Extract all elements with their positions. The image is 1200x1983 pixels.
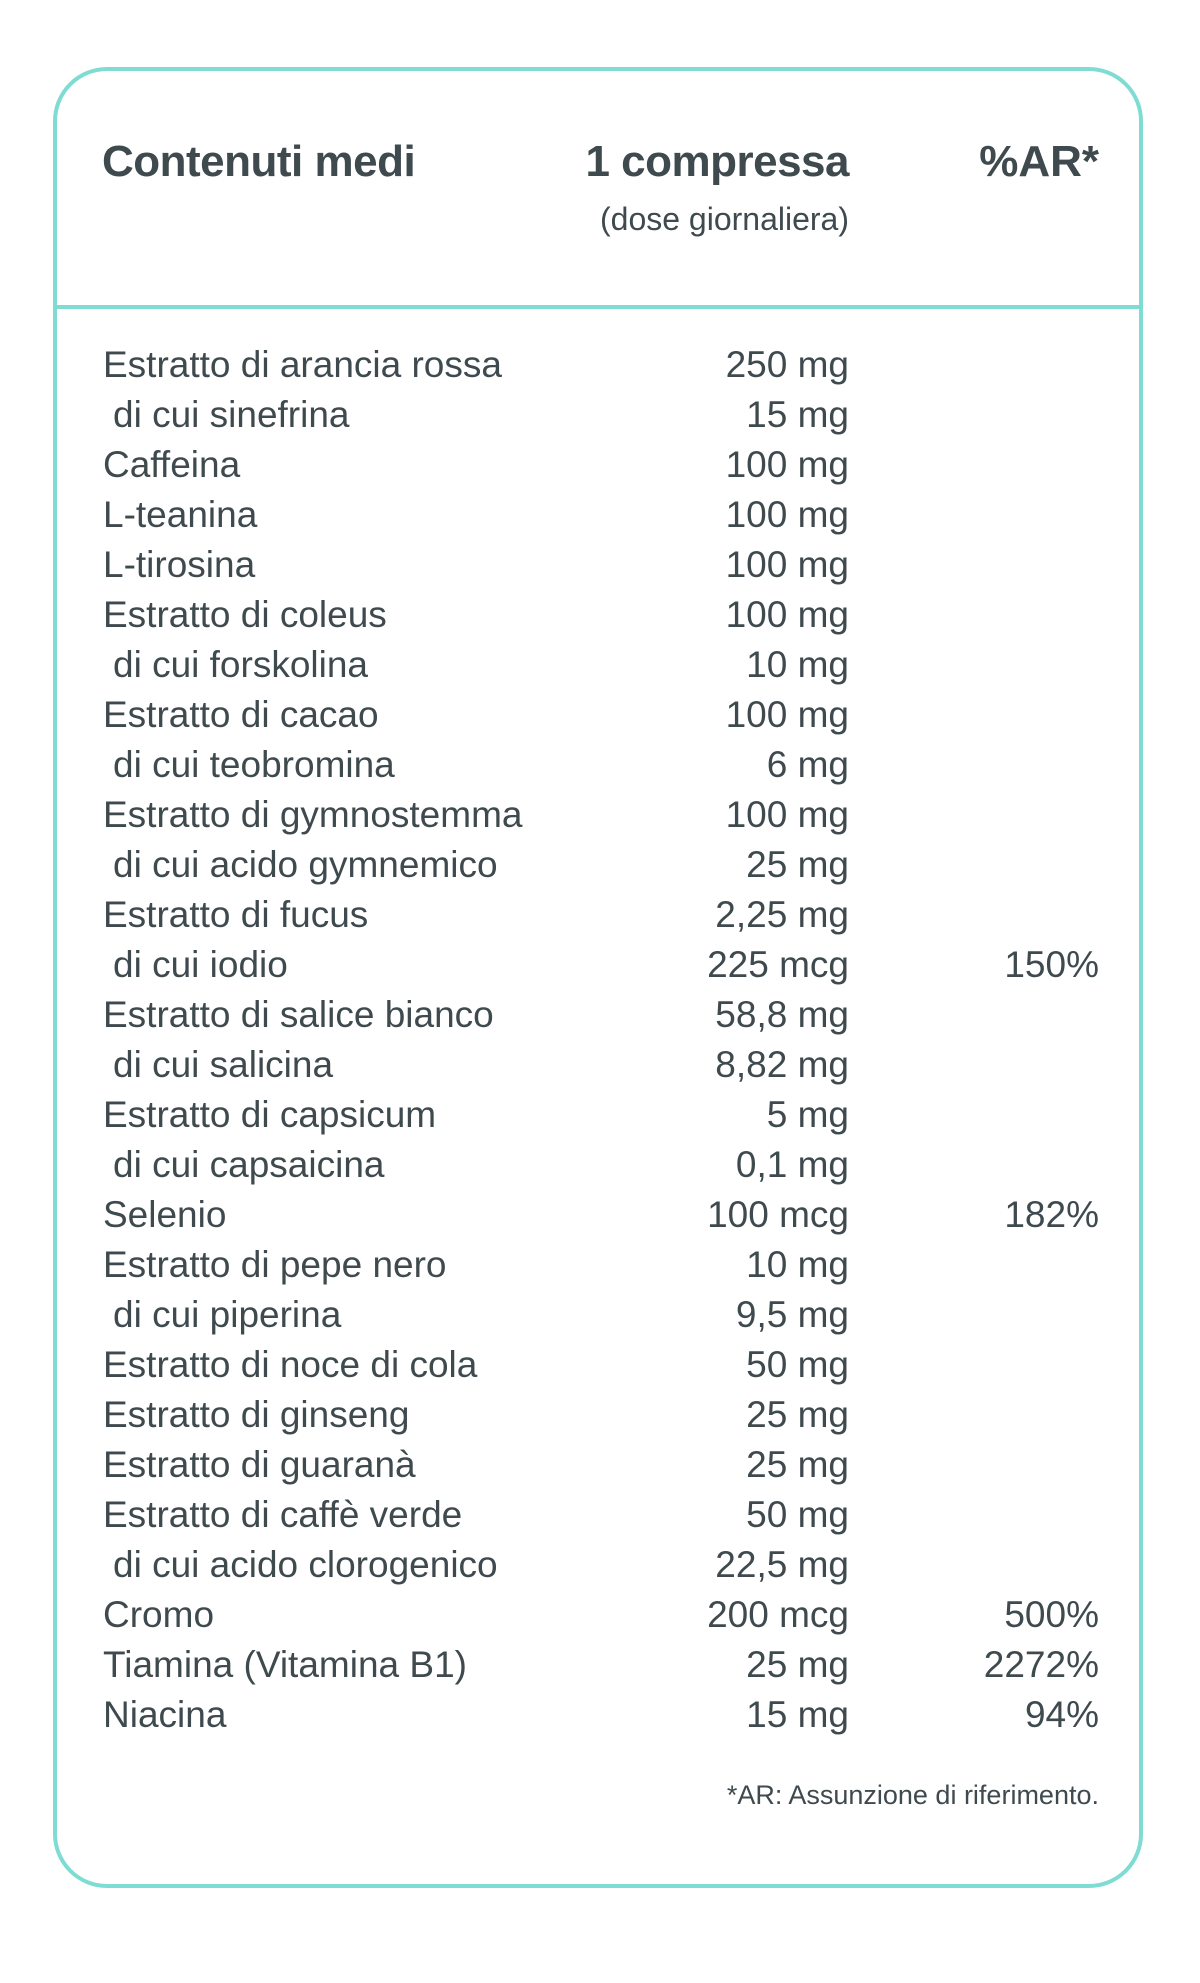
ingredient-dose: 10 mg bbox=[746, 1244, 849, 1285]
table-row bbox=[103, 840, 1099, 890]
ingredient-list bbox=[103, 340, 1099, 1740]
table-row bbox=[103, 1390, 1099, 1440]
ingredient-dose: 100 mg bbox=[725, 694, 849, 735]
table-row bbox=[103, 1540, 1099, 1590]
table-row bbox=[103, 690, 1099, 740]
ingredient-ar: 150% bbox=[1004, 944, 1099, 985]
ingredient-dose: 25 mg bbox=[746, 1394, 849, 1435]
table-row bbox=[103, 390, 1099, 440]
ingredient-ar: 182% bbox=[1004, 1194, 1099, 1235]
ingredient-dose: 225 mcg bbox=[707, 944, 849, 985]
ingredient-name: Estratto di cacao bbox=[103, 694, 379, 735]
table-header bbox=[57, 71, 1139, 309]
table-row bbox=[103, 1490, 1099, 1540]
ingredient-name: Cromo bbox=[103, 1594, 215, 1635]
ingredient-name: di cui iodio bbox=[113, 944, 288, 985]
ingredient-name: di cui acido clorogenico bbox=[113, 1544, 498, 1585]
ingredient-dose: 58,8 mg bbox=[715, 994, 849, 1035]
ingredient-dose: 250 mg bbox=[725, 344, 849, 385]
table-row bbox=[103, 990, 1099, 1040]
header-contents-label: Contenuti medi bbox=[102, 137, 416, 186]
ingredient-name: Estratto di ginseng bbox=[103, 1394, 410, 1435]
ingredient-name: L-tirosina bbox=[103, 544, 256, 585]
ingredient-dose: 25 mg bbox=[746, 1644, 849, 1685]
ingredient-dose: 200 mcg bbox=[707, 1594, 849, 1635]
ingredient-name: Estratto di arancia rossa bbox=[103, 344, 502, 385]
ingredient-dose: 8,82 mg bbox=[715, 1044, 849, 1085]
ingredient-name: Estratto di coleus bbox=[103, 594, 387, 635]
ingredient-dose: 100 mg bbox=[725, 444, 849, 485]
table-row bbox=[103, 1340, 1099, 1390]
nutrition-table-card bbox=[53, 67, 1143, 1888]
ingredient-name: di cui forskolina bbox=[113, 644, 369, 685]
ingredient-name: di cui sinefrina bbox=[113, 394, 350, 435]
ingredient-name: di cui capsaicina bbox=[113, 1144, 385, 1185]
ingredient-dose: 100 mg bbox=[725, 544, 849, 585]
ingredient-name: di cui piperina bbox=[113, 1294, 342, 1335]
header-dose-sublabel: (dose giornaliera) bbox=[599, 201, 849, 237]
ingredient-dose: 22,5 mg bbox=[715, 1544, 849, 1585]
ingredient-dose: 100 mg bbox=[725, 594, 849, 635]
table-row bbox=[103, 1140, 1099, 1190]
ingredient-name: di cui acido gymnemico bbox=[113, 844, 498, 885]
table-row bbox=[103, 590, 1099, 640]
ingredient-name: Estratto di fucus bbox=[103, 894, 369, 935]
ingredient-name: di cui salicina bbox=[113, 1044, 334, 1085]
ingredient-dose: 6 mg bbox=[766, 744, 849, 785]
table-row bbox=[103, 1690, 1099, 1740]
table-row bbox=[103, 490, 1099, 540]
table-row bbox=[103, 640, 1099, 690]
table-row bbox=[103, 1640, 1099, 1690]
ingredient-dose: 15 mg bbox=[746, 394, 849, 435]
ingredient-ar: 500% bbox=[1004, 1594, 1099, 1635]
ingredient-name: Selenio bbox=[103, 1194, 227, 1235]
ingredient-name: Niacina bbox=[103, 1694, 227, 1735]
table-row bbox=[103, 340, 1099, 390]
ingredient-dose: 10 mg bbox=[746, 644, 849, 685]
table-row bbox=[103, 1290, 1099, 1340]
table-row bbox=[103, 440, 1099, 490]
table-row bbox=[103, 740, 1099, 790]
ingredient-dose: 50 mg bbox=[746, 1344, 849, 1385]
header-ar-label: %AR* bbox=[979, 137, 1099, 186]
table-row bbox=[103, 1090, 1099, 1140]
ingredient-name: Estratto di guaranà bbox=[103, 1444, 416, 1485]
table-row bbox=[103, 1240, 1099, 1290]
ingredient-dose: 100 mcg bbox=[707, 1194, 849, 1235]
table-row bbox=[103, 1190, 1099, 1240]
ingredient-name: L-teanina bbox=[103, 494, 258, 535]
header-dose-label: 1 compressa bbox=[585, 137, 849, 186]
ingredient-name: Caffeina bbox=[103, 444, 241, 485]
ingredient-dose: 2,25 mg bbox=[715, 894, 849, 935]
ingredient-dose: 9,5 mg bbox=[735, 1294, 849, 1335]
ingredient-dose: 5 mg bbox=[766, 1094, 849, 1135]
footnote: *AR: Assunzione di riferimento. bbox=[726, 1780, 1099, 1810]
ingredient-ar: 2272% bbox=[983, 1644, 1099, 1685]
table-row bbox=[103, 940, 1099, 990]
table-row bbox=[103, 790, 1099, 840]
ingredient-name: Estratto di caffè verde bbox=[103, 1494, 463, 1535]
ingredient-name: Estratto di capsicum bbox=[103, 1094, 437, 1135]
ingredient-name: Estratto di noce di cola bbox=[103, 1344, 478, 1385]
ingredient-dose: 15 mg bbox=[746, 1694, 849, 1735]
ingredient-name: Estratto di pepe nero bbox=[103, 1244, 447, 1285]
table-row bbox=[103, 540, 1099, 590]
ingredient-ar: 94% bbox=[1024, 1694, 1099, 1735]
ingredient-dose: 25 mg bbox=[746, 844, 849, 885]
table-row bbox=[103, 890, 1099, 940]
ingredient-name: Estratto di salice bianco bbox=[103, 994, 494, 1035]
ingredient-dose: 100 mg bbox=[725, 794, 849, 835]
ingredient-name: Estratto di gymnostemma bbox=[103, 794, 523, 835]
ingredient-name: di cui teobromina bbox=[113, 744, 395, 785]
table-row bbox=[103, 1040, 1099, 1090]
ingredient-dose: 100 mg bbox=[725, 494, 849, 535]
ingredient-name: Tiamina (Vitamina B1) bbox=[103, 1644, 467, 1685]
ingredient-dose: 50 mg bbox=[746, 1494, 849, 1535]
table-row bbox=[103, 1440, 1099, 1490]
ingredient-dose: 25 mg bbox=[746, 1444, 849, 1485]
ingredient-dose: 0,1 mg bbox=[735, 1144, 849, 1185]
table-row bbox=[103, 1590, 1099, 1640]
